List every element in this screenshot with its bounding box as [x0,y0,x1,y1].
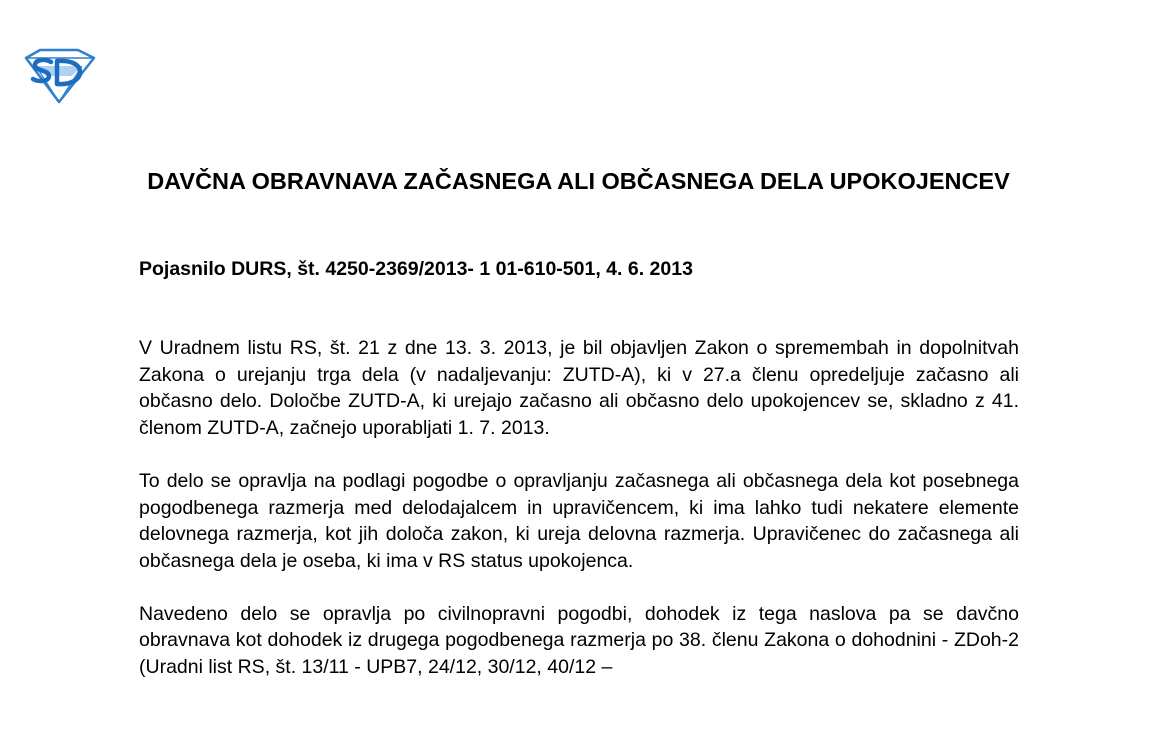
paragraph-1: V Uradnem listu RS, št. 21 z dne 13. 3. 2013, je bil objavljen Zakon o spremembah in dopolnitvah Zakona o urejanju trga dela (v nadaljevanju: ZUTD-A), ki v 27.a členu opredeljuje začasno ali občasno delo. Določbe ZUTD-A, ki urejajo začasno ali občasno delo upokojencev se, skladno z 41. členom ZUTD-A, začnejo uporabljati 1. 7. 2013. [139,337,1019,440]
document-subtitle: Pojasnilo DURS, št. 4250-2369/2013- 1 01-610-501, 4. 6. 2013 [139,258,693,280]
paragraph-3: Navedeno delo se opravlja po civilnopravni pogodbi, dohodek iz tega naslova pa se davčno obravnava kot dohodek iz drugega pogodbenega razmerja po 38. členu Zakona o dohodnini - ZDoh-2 (Uradni list RS, št. 13/11 - UPB7, 24/12, 30/12, 40/12 – [139,602,1019,679]
document-title: DAVČNA OBRAVNAVA ZAČASNEGA ALI OBČASNEGA DELA UPOKOJENCEV [147,168,1010,194]
sd-diamond-logo-icon [22,48,96,104]
paragraph-2: To delo se opravlja na podlagi pogodbe o opravljanju začasnega ali občasnega dela kot posebnega pogodbenega razmerja med delodajalcem in upravičencem, ki ima lahko tudi nekatere elemente delovnega razmerja, kot jih določa zakon, ki ureja delovna razmerja. Upravičenec do začasnega ali občasnega dela je oseba, ki ima v RS status upokojenca. [139,469,1019,572]
document-body [139,335,1019,707]
